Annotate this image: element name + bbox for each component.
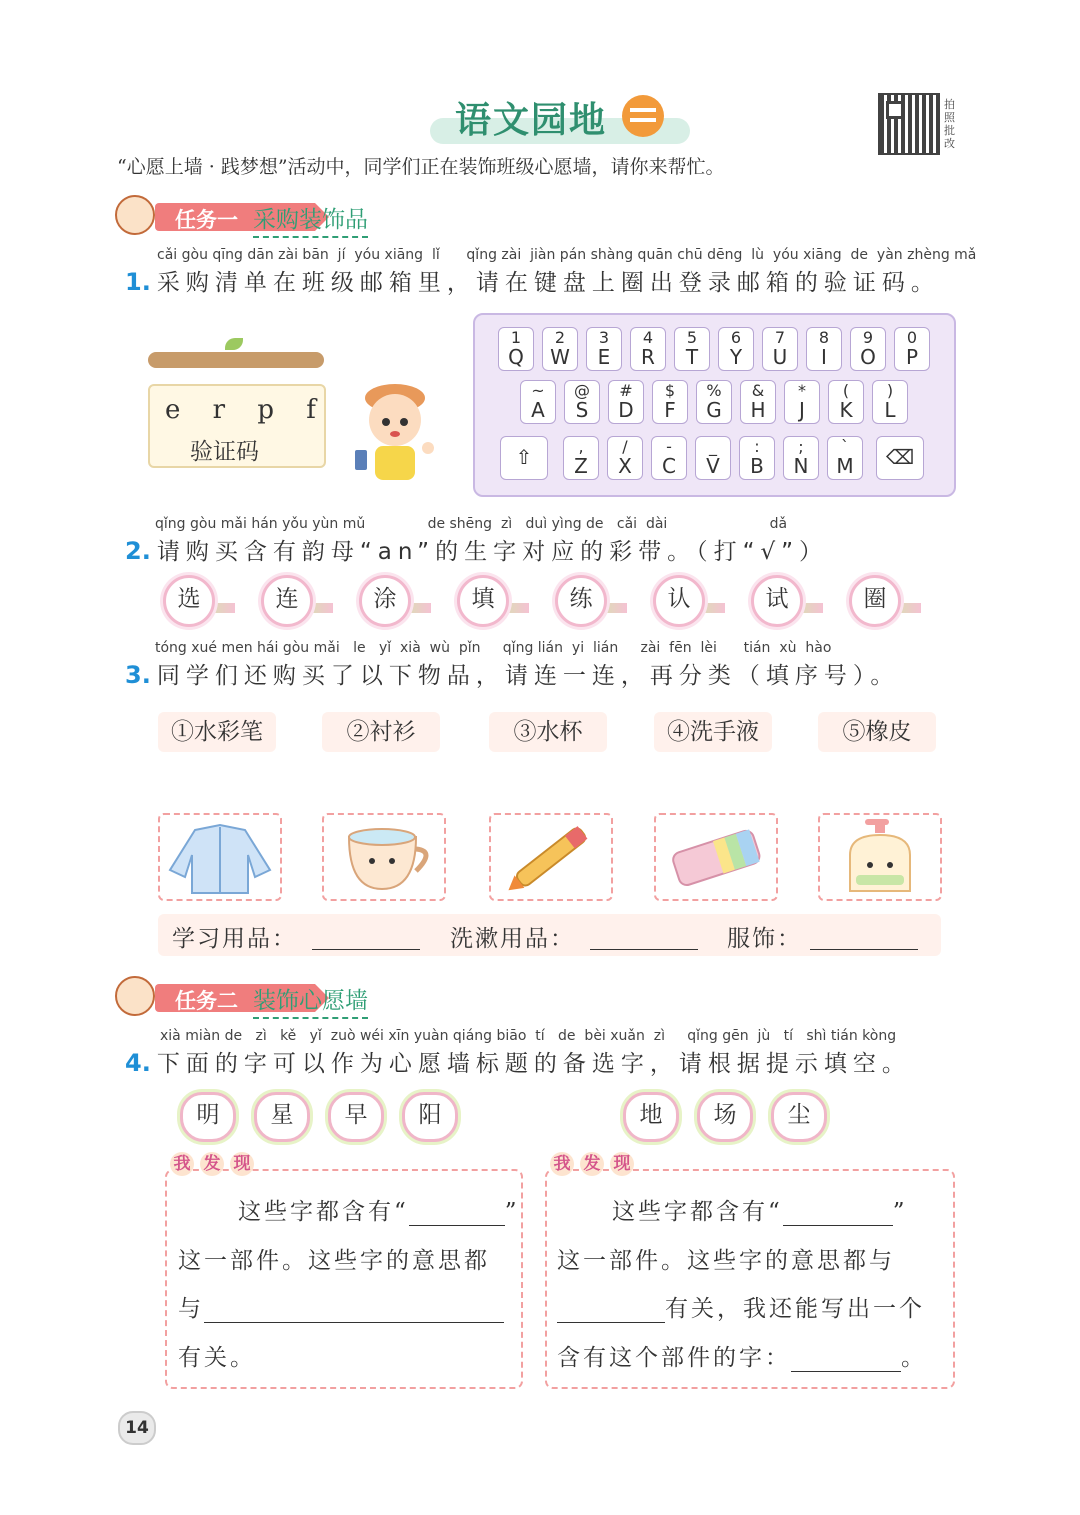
key-letter: D bbox=[618, 398, 634, 422]
key-symbol: 5 bbox=[686, 328, 698, 347]
key-letter: I bbox=[821, 345, 827, 369]
category-wash: 洗漱用品： bbox=[450, 926, 575, 952]
key-d[interactable] bbox=[608, 380, 644, 424]
key-letter: V bbox=[706, 454, 720, 478]
box2-char-blank[interactable] bbox=[791, 1349, 901, 1372]
cup-picture[interactable] bbox=[322, 813, 446, 901]
ribbon-char: 练 bbox=[569, 586, 593, 612]
ribbon-4[interactable] bbox=[457, 575, 509, 627]
q3-number: 3. bbox=[125, 661, 151, 689]
key-letter: H bbox=[750, 398, 766, 422]
q4-text: 下面的字可以作为心愿墙标题的备选字，请根据提示填空。 bbox=[156, 1051, 911, 1077]
ribbon-2[interactable] bbox=[261, 575, 313, 627]
q1-number: 1. bbox=[125, 268, 151, 296]
box1-line3: 与 bbox=[178, 1290, 504, 1323]
ribbon-char: 试 bbox=[765, 586, 789, 612]
ribbon-5[interactable] bbox=[555, 575, 607, 627]
key-symbol: 2 bbox=[554, 328, 566, 347]
heart-char-label: 场 bbox=[713, 1102, 737, 1128]
key-symbol: @ bbox=[574, 381, 590, 400]
heart-char-label: 早 bbox=[344, 1102, 368, 1128]
item-tag-2[interactable] bbox=[322, 712, 440, 752]
key-o[interactable] bbox=[850, 327, 886, 371]
ribbon-6[interactable] bbox=[653, 575, 705, 627]
ribbon-8[interactable] bbox=[849, 575, 901, 627]
ribbon-char: 选 bbox=[177, 586, 201, 612]
q2-number: 2. bbox=[125, 537, 151, 565]
key-n[interactable] bbox=[783, 436, 819, 480]
ribbon-char: 填 bbox=[471, 586, 495, 612]
shirt-icon bbox=[160, 815, 280, 899]
category-study-blank[interactable] bbox=[312, 948, 420, 950]
key-letter: C bbox=[662, 454, 676, 478]
key-letter: R bbox=[641, 345, 655, 369]
key-g[interactable] bbox=[696, 380, 732, 424]
key-z[interactable] bbox=[563, 436, 599, 480]
key-p[interactable] bbox=[894, 327, 930, 371]
key-c[interactable] bbox=[651, 436, 687, 480]
heart-char-7 bbox=[771, 1092, 827, 1142]
page-number: 14 bbox=[118, 1411, 156, 1445]
box1-line1: 这些字都含有“ ” bbox=[238, 1199, 520, 1225]
key-k[interactable] bbox=[828, 380, 864, 424]
key-f[interactable] bbox=[652, 380, 688, 424]
category-clothing-blank[interactable] bbox=[810, 948, 918, 950]
category-clothing: 服饰： bbox=[727, 926, 802, 952]
key-w[interactable] bbox=[542, 327, 578, 371]
q2-line bbox=[125, 533, 828, 566]
key-symbol: - bbox=[666, 437, 672, 456]
key-a[interactable] bbox=[520, 380, 556, 424]
q3-pinyin: tóng xué men hái gòu mǎi le yǐ xià wù pǐn qǐng lián yi lián zài fēn lèi tián xù hào bbox=[155, 640, 832, 656]
page-title: 语文园地 bbox=[455, 100, 608, 141]
key-letter: P bbox=[905, 345, 919, 369]
box2-line2: 这一部件。这些字的意思都与 bbox=[557, 1248, 895, 1274]
intro-text: “心愿上墙 · 践梦想”活动中，同学们正在装饰班级心愿墙，请你来帮忙。 bbox=[117, 156, 725, 178]
ribbon-char: 连 bbox=[275, 586, 299, 612]
q1-line bbox=[125, 264, 940, 297]
key-letter: Q bbox=[508, 345, 524, 369]
key-v[interactable] bbox=[695, 436, 731, 480]
key-s[interactable] bbox=[564, 380, 600, 424]
q3-line bbox=[125, 657, 899, 690]
key-letter: U bbox=[772, 345, 788, 369]
key-letter: S bbox=[575, 398, 589, 422]
key-e[interactable] bbox=[586, 327, 622, 371]
box2-part-blank[interactable] bbox=[783, 1203, 893, 1226]
key-symbol: 1 bbox=[510, 328, 522, 347]
box2-meaning-blank[interactable] bbox=[557, 1300, 665, 1323]
key-symbol: ~ bbox=[531, 381, 545, 400]
key-letter: T bbox=[685, 345, 699, 369]
delete-key[interactable] bbox=[876, 436, 924, 480]
ribbon-char: 圈 bbox=[863, 586, 887, 612]
heart-char-1 bbox=[180, 1092, 236, 1142]
q1-text: 采购清单在班级邮箱里，请在键盘上圈出登录邮箱的验证码。 bbox=[156, 270, 940, 296]
key-letter: L bbox=[884, 398, 896, 422]
heart-char-label: 阳 bbox=[418, 1102, 442, 1128]
key-symbol: * bbox=[798, 381, 806, 400]
heart-char-4 bbox=[402, 1092, 458, 1142]
key-symbol: 4 bbox=[642, 328, 654, 347]
discovery-header-1: 我 发 现 bbox=[170, 1152, 260, 1176]
key-j[interactable] bbox=[784, 380, 820, 424]
key-symbol: 6 bbox=[730, 328, 742, 347]
eraser-icon bbox=[656, 815, 776, 899]
key-letter: M bbox=[836, 454, 854, 478]
ribbon-1[interactable] bbox=[163, 575, 215, 627]
heart-char-6 bbox=[697, 1092, 753, 1142]
key-symbol: # bbox=[619, 381, 633, 400]
category-wash-blank[interactable] bbox=[590, 948, 698, 950]
q3-text: 同学们还购买了以下物品，请连一连，再分类（填序号）。 bbox=[156, 663, 900, 689]
ribbon-7[interactable] bbox=[751, 575, 803, 627]
key-symbol: : bbox=[754, 437, 760, 456]
item-tag-1[interactable] bbox=[158, 712, 276, 752]
ribbon-char: 涂 bbox=[373, 586, 397, 612]
key-letter: J bbox=[799, 398, 805, 422]
box2-line3: 有关，我还能写出一个 bbox=[557, 1290, 925, 1323]
heart-char-label: 地 bbox=[639, 1102, 663, 1128]
q1-pinyin: cǎi gòu qīng dān zài bān jí yóu xiāng lǐ qǐng zài jiàn pán shàng quān chū dēng lù yóu xiāng de yàn zhèng mǎ bbox=[157, 247, 977, 263]
key-letter: Y bbox=[729, 345, 743, 369]
key-i[interactable] bbox=[806, 327, 842, 371]
item-tag-4[interactable] bbox=[654, 712, 772, 752]
item-label: ①水彩笔 bbox=[171, 719, 263, 745]
key-symbol: ` bbox=[841, 437, 849, 456]
key-h[interactable] bbox=[740, 380, 776, 424]
box1-part-blank[interactable] bbox=[409, 1203, 505, 1226]
box2-line4: 含有这个部件的字： 。 bbox=[557, 1345, 927, 1371]
key-letter: E bbox=[597, 345, 611, 369]
pen-picture[interactable] bbox=[489, 813, 613, 901]
shift-icon: ⇧ bbox=[515, 445, 533, 469]
board-label: 验证码 bbox=[190, 439, 259, 465]
key-t[interactable] bbox=[674, 327, 710, 371]
soap-icon bbox=[820, 815, 940, 899]
q2-pinyin: qǐng gòu mǎi hán yǒu yùn mǔ de shēng zì duì yìng de cǎi dài dǎ bbox=[155, 516, 788, 532]
key-symbol: ; bbox=[798, 437, 804, 456]
key-symbol: , bbox=[578, 437, 584, 456]
key-m[interactable] bbox=[827, 436, 863, 480]
key-letter: K bbox=[839, 398, 853, 422]
key-symbol: 7 bbox=[774, 328, 786, 347]
mascot-icon bbox=[115, 195, 155, 235]
box1-line4: 有关。 bbox=[178, 1345, 256, 1371]
shirt-picture[interactable] bbox=[158, 813, 282, 901]
qr-code-icon[interactable] bbox=[880, 95, 938, 153]
item-label: ②衬衫 bbox=[346, 719, 416, 745]
key-letter: F bbox=[664, 398, 676, 422]
key-symbol: / bbox=[622, 437, 628, 456]
eraser-picture[interactable] bbox=[654, 813, 778, 901]
key-b[interactable] bbox=[739, 436, 775, 480]
key-symbol: 9 bbox=[862, 328, 874, 347]
qr-label: 拍照批改 bbox=[944, 98, 955, 150]
key-letter: Z bbox=[574, 454, 588, 478]
key-symbol: 3 bbox=[598, 328, 610, 347]
heart-char-5 bbox=[623, 1092, 679, 1142]
unit-number-badge bbox=[622, 95, 664, 137]
heart-char-3 bbox=[328, 1092, 384, 1142]
item-tag-5[interactable] bbox=[818, 712, 936, 752]
soap-picture[interactable] bbox=[818, 813, 942, 901]
key-symbol: 8 bbox=[818, 328, 830, 347]
boy-with-phone-icon bbox=[350, 380, 440, 485]
key-symbol: 0 bbox=[906, 328, 918, 347]
task1-title: 采购装饰品 bbox=[253, 201, 368, 238]
key-letter: G bbox=[706, 398, 722, 422]
key-letter: W bbox=[550, 345, 570, 369]
key-q[interactable] bbox=[498, 327, 534, 371]
task2-label: 任务二 bbox=[175, 989, 238, 1013]
box1-line2: 这一部件。这些字的意思都 bbox=[178, 1248, 490, 1274]
key-symbol: _ bbox=[709, 437, 717, 456]
key-letter: N bbox=[793, 454, 809, 478]
pen-icon bbox=[491, 815, 611, 899]
task2-title: 装饰心愿墙 bbox=[253, 982, 368, 1019]
task2-header bbox=[115, 982, 415, 1012]
ribbon-char: 认 bbox=[667, 586, 691, 612]
box2-line1: 这些字都含有“ ” bbox=[612, 1199, 908, 1225]
mascot-icon bbox=[115, 976, 155, 1016]
key-symbol: % bbox=[706, 381, 722, 400]
discovery-header-2: 我 发 现 bbox=[550, 1152, 640, 1176]
ribbon-3[interactable] bbox=[359, 575, 411, 627]
board-code: e r p f bbox=[165, 395, 328, 425]
item-label: ④洗手液 bbox=[667, 719, 759, 745]
heart-char-2 bbox=[254, 1092, 310, 1142]
key-r[interactable] bbox=[630, 327, 666, 371]
q4-line bbox=[125, 1045, 911, 1078]
task1-header bbox=[115, 201, 415, 231]
shift-key[interactable] bbox=[500, 436, 548, 480]
heart-char-label: 星 bbox=[270, 1102, 294, 1128]
item-label: ③水杯 bbox=[513, 719, 583, 745]
key-symbol: & bbox=[751, 381, 765, 400]
q4-pinyin: xià miàn de zì kě yǐ zuò wéi xīn yuàn qiáng biāo tí de bèi xuǎn zì qǐng gēn jù tí shì tián kòng bbox=[160, 1028, 897, 1044]
key-y[interactable] bbox=[718, 327, 754, 371]
key-letter: B bbox=[750, 454, 764, 478]
key-letter: X bbox=[618, 454, 632, 478]
branch-icon bbox=[148, 352, 324, 368]
key-l[interactable] bbox=[872, 380, 908, 424]
heart-char-label: 尘 bbox=[787, 1102, 811, 1128]
key-letter: O bbox=[860, 345, 876, 369]
item-tag-3[interactable] bbox=[489, 712, 607, 752]
key-symbol: ) bbox=[886, 381, 894, 400]
key-u[interactable] bbox=[762, 327, 798, 371]
item-label: ⑤橡皮 bbox=[842, 719, 912, 745]
key-symbol: $ bbox=[664, 381, 676, 400]
category-study: 学习用品： bbox=[172, 926, 297, 952]
key-symbol: ( bbox=[842, 381, 850, 400]
key-x[interactable] bbox=[607, 436, 643, 480]
leaf-icon bbox=[225, 338, 243, 350]
box1-meaning-blank[interactable] bbox=[204, 1300, 504, 1323]
cup-icon bbox=[324, 815, 444, 899]
delete-icon: ⌫ bbox=[885, 445, 915, 469]
task1-label: 任务一 bbox=[175, 208, 238, 232]
heart-char-label: 明 bbox=[196, 1102, 220, 1128]
q2-text: 请购买含有韵母“an”的生字对应的彩带。（打“√”） bbox=[156, 539, 829, 565]
q4-number: 4. bbox=[125, 1049, 151, 1077]
key-letter: A bbox=[531, 398, 545, 422]
